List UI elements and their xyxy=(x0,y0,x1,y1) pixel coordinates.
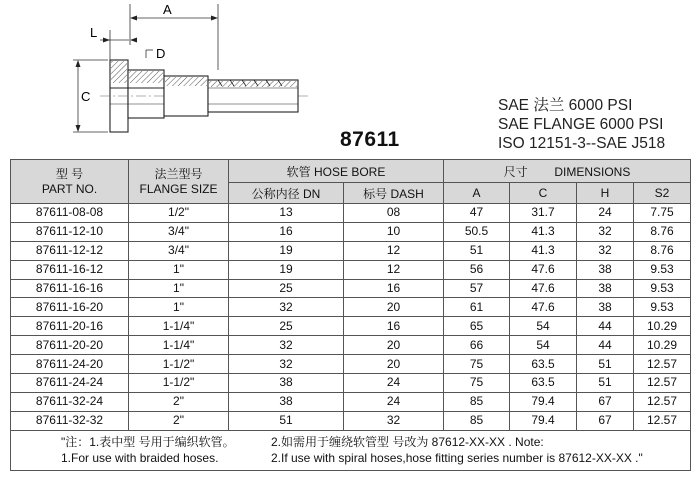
cell-dn: 38 xyxy=(229,392,344,411)
dim-label-a: A xyxy=(163,2,172,17)
note-line-cn xyxy=(61,434,690,450)
cell-dn: 13 xyxy=(229,204,344,223)
cell-h: 38 xyxy=(577,298,634,317)
col-header-h: H xyxy=(577,183,634,204)
table-row xyxy=(11,222,691,241)
table-row xyxy=(11,355,691,374)
cell-part-no: 87611-24-20 xyxy=(11,355,129,374)
cell-a: 75 xyxy=(444,374,510,393)
table-row xyxy=(11,298,691,317)
header-part-no-en: PART NO. xyxy=(41,181,98,196)
cell-h: 67 xyxy=(577,411,634,430)
cell-dn: 32 xyxy=(229,355,344,374)
standards-block xyxy=(498,96,665,153)
cell-flange: 1" xyxy=(129,298,229,317)
cell-c: 41.3 xyxy=(510,222,577,241)
cell-dash: 16 xyxy=(344,317,444,336)
cell-h: 67 xyxy=(577,392,634,411)
notes-row xyxy=(11,430,691,470)
col-header-dn: 公称内径 DN xyxy=(229,183,344,204)
dimension-d xyxy=(146,46,165,61)
cell-h: 24 xyxy=(577,204,634,223)
cell-dn: 25 xyxy=(229,317,344,336)
note-en-2: 2.If use with spiral hoses,hose fitting series number is 87612-XX-XX ." xyxy=(271,450,643,465)
cell-flange: 2" xyxy=(129,392,229,411)
cell-dn: 38 xyxy=(229,374,344,393)
header-flange-en: FLANGE SIZE xyxy=(139,181,218,196)
cell-part-no: 87611-08-08 xyxy=(11,204,129,223)
part-number-title: 87611 xyxy=(340,128,400,151)
cell-h: 51 xyxy=(577,374,634,393)
cell-dash: 12 xyxy=(344,260,444,279)
cell-c: 54 xyxy=(510,336,577,355)
table-row xyxy=(11,241,691,260)
cell-a: 61 xyxy=(444,298,510,317)
cell-a: 85 xyxy=(444,411,510,430)
dim-label-l: L xyxy=(90,25,98,40)
cell-a: 65 xyxy=(444,317,510,336)
cell-dn: 19 xyxy=(229,260,344,279)
cell-s2: 7.75 xyxy=(634,204,691,223)
dimension-a xyxy=(130,2,218,70)
cell-c: 79.4 xyxy=(510,392,577,411)
col-header-a: A xyxy=(444,183,510,204)
notes-cell xyxy=(11,430,691,470)
dim-label-c: C xyxy=(81,89,91,104)
cell-dash: 32 xyxy=(344,411,444,430)
cell-h: 44 xyxy=(577,317,634,336)
cell-flange: 1-1/4" xyxy=(129,336,229,355)
cell-dn: 25 xyxy=(229,279,344,298)
col-header-dash: 标号 DASH xyxy=(344,183,444,204)
cell-flange: 1" xyxy=(129,260,229,279)
cell-a: 50.5 xyxy=(444,222,510,241)
cell-part-no: 87611-16-16 xyxy=(11,279,129,298)
table-row xyxy=(11,317,691,336)
cell-h: 51 xyxy=(577,355,634,374)
table-row xyxy=(11,279,691,298)
cell-c: 31.7 xyxy=(510,204,577,223)
cell-h: 32 xyxy=(577,241,634,260)
standard-line: ISO 12151-3--SAE J518 xyxy=(498,135,666,152)
table-row xyxy=(11,392,691,411)
cell-h: 32 xyxy=(577,222,634,241)
cell-a: 57 xyxy=(444,279,510,298)
cell-c: 47.6 xyxy=(510,298,577,317)
cell-flange: 2" xyxy=(129,411,229,430)
cell-flange: 3/4" xyxy=(129,222,229,241)
table-row xyxy=(11,411,691,430)
cell-dash: 20 xyxy=(344,336,444,355)
col-header-dimensions: 尺寸 DIMENSIONS xyxy=(444,160,691,183)
cell-s2: 10.29 xyxy=(634,336,691,355)
cell-h: 38 xyxy=(577,279,634,298)
cell-dash: 24 xyxy=(344,392,444,411)
col-header-hose-bore: 软管 HOSE BORE xyxy=(229,160,444,183)
cell-dash: 12 xyxy=(344,241,444,260)
cell-dash: 16 xyxy=(344,279,444,298)
standard-line: SAE FLANGE 6000 PSI xyxy=(498,116,664,133)
cell-dash: 20 xyxy=(344,298,444,317)
cell-s2: 9.53 xyxy=(634,279,691,298)
cell-flange: 3/4" xyxy=(129,241,229,260)
cell-flange: 1" xyxy=(129,279,229,298)
cell-flange: 1-1/4" xyxy=(129,317,229,336)
hose-tail xyxy=(164,76,298,116)
cell-dash: 08 xyxy=(344,204,444,223)
cell-dn: 32 xyxy=(229,298,344,317)
header-flange-cn: 法兰型号 xyxy=(154,166,203,181)
cell-flange: 1-1/2" xyxy=(129,355,229,374)
cell-a: 51 xyxy=(444,241,510,260)
cell-c: 54 xyxy=(510,317,577,336)
cell-dash: 24 xyxy=(344,374,444,393)
cell-part-no: 87611-32-24 xyxy=(11,392,129,411)
cell-a: 85 xyxy=(444,392,510,411)
cell-h: 38 xyxy=(577,260,634,279)
col-header-part-no xyxy=(11,160,129,204)
cell-dn: 32 xyxy=(229,336,344,355)
cell-part-no: 87611-32-32 xyxy=(11,411,129,430)
cell-part-no: 87611-12-10 xyxy=(11,222,129,241)
fitting-drawing xyxy=(60,0,320,150)
cell-s2: 9.53 xyxy=(634,260,691,279)
cell-a: 47 xyxy=(444,204,510,223)
note-line-en xyxy=(61,450,690,466)
cell-c: 47.6 xyxy=(510,279,577,298)
cell-part-no: 87611-24-24 xyxy=(11,374,129,393)
cell-s2: 10.29 xyxy=(634,317,691,336)
cell-s2: 12.57 xyxy=(634,411,691,430)
col-header-flange-size xyxy=(129,160,229,204)
cell-s2: 8.76 xyxy=(634,222,691,241)
col-header-c: C xyxy=(510,183,577,204)
note-cn-2: 2.如需用于缠绕软管型 号改为 87612-XX-XX . Note: xyxy=(271,434,544,449)
note-cn-1: "注：1.表中型 号用于编织软管。 xyxy=(61,434,235,449)
cell-part-no: 87611-12-12 xyxy=(11,241,129,260)
cell-s2: 9.53 xyxy=(634,298,691,317)
cell-part-no: 87611-16-12 xyxy=(11,260,129,279)
cell-part-no: 87611-16-20 xyxy=(11,298,129,317)
cell-c: 63.5 xyxy=(510,374,577,393)
cell-flange: 1/2" xyxy=(129,204,229,223)
col-header-s2: S2 xyxy=(634,183,691,204)
cell-c: 41.3 xyxy=(510,241,577,260)
header-part-no-cn: 型 号 xyxy=(55,166,84,181)
cell-flange: 1-1/2" xyxy=(129,374,229,393)
cell-part-no: 87611-20-16 xyxy=(11,317,129,336)
cell-s2: 12.57 xyxy=(634,374,691,393)
table-row xyxy=(11,374,691,393)
standard-line: SAE 法兰 6000 PSI xyxy=(498,97,633,114)
cell-dn: 51 xyxy=(229,411,344,430)
cell-s2: 8.76 xyxy=(634,241,691,260)
cell-c: 63.5 xyxy=(510,355,577,374)
dim-label-d: D xyxy=(156,46,166,61)
cell-dn: 19 xyxy=(229,241,344,260)
cell-dash: 20 xyxy=(344,355,444,374)
cell-c: 47.6 xyxy=(510,260,577,279)
cell-dash: 10 xyxy=(344,222,444,241)
cell-a: 56 xyxy=(444,260,510,279)
cell-h: 44 xyxy=(577,336,634,355)
cell-part-no: 87611-20-20 xyxy=(11,336,129,355)
table-row xyxy=(11,204,691,223)
cell-s2: 12.57 xyxy=(634,355,691,374)
cell-a: 75 xyxy=(444,355,510,374)
table-row xyxy=(11,336,691,355)
cell-s2: 12.57 xyxy=(634,392,691,411)
cell-c: 79.4 xyxy=(510,411,577,430)
spec-table xyxy=(10,159,691,471)
cell-a: 66 xyxy=(444,336,510,355)
cell-dn: 16 xyxy=(229,222,344,241)
note-en-1: 1.For use with braided hoses. xyxy=(61,450,219,465)
table-row xyxy=(11,260,691,279)
